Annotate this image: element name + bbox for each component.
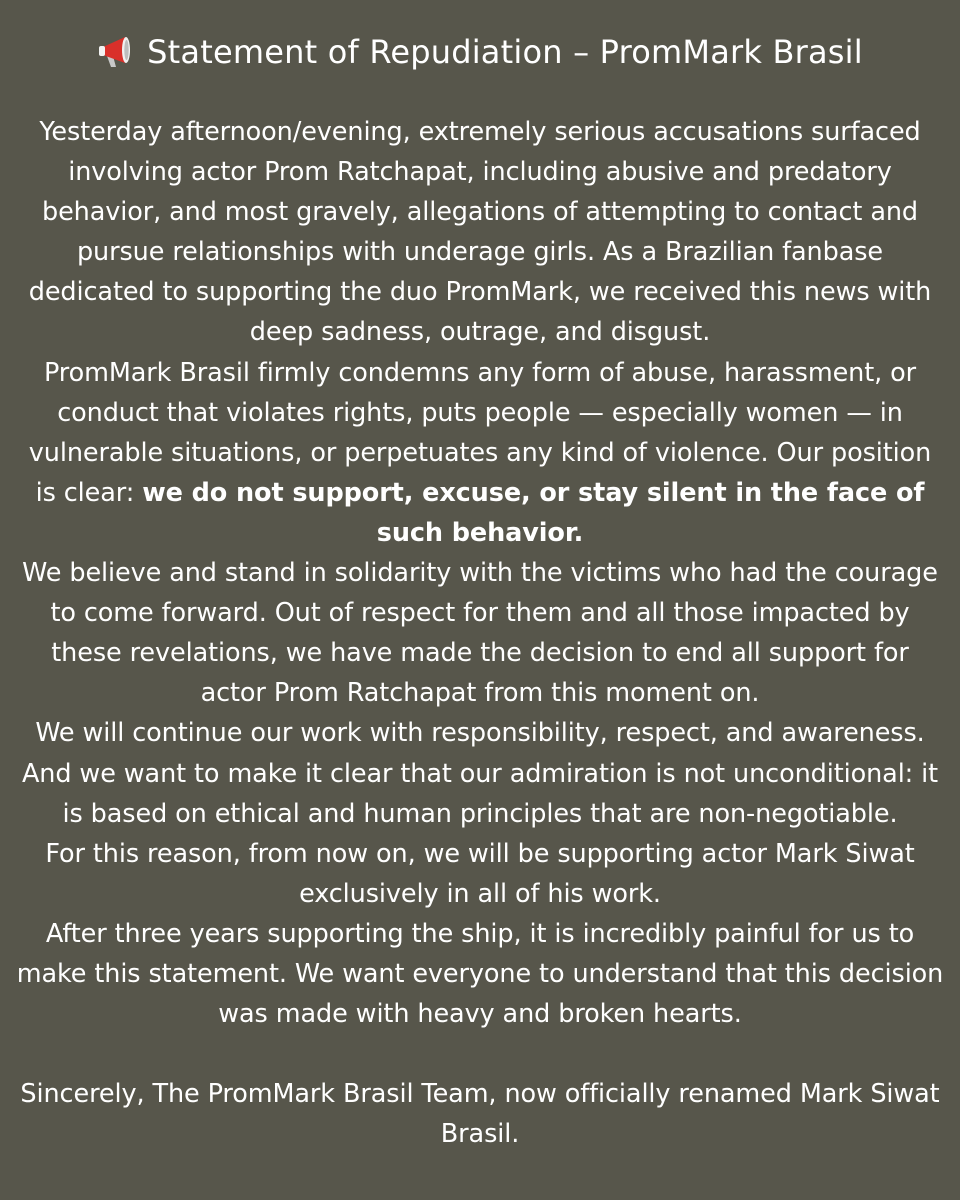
signature: Sincerely, The PromMark Brasil Team, now officially renamed Mark Siwat Brasil. — [20, 1079, 940, 1150]
condemnation-text: PromMark Brasil firmly condemns any form of abuse, harassment, or conduct that violates rights, puts people — especially women — in vulnerable situations, or perpetuates any kind of violence. Our position is clear: — [28, 357, 932, 508]
paragraph-spacer — [10, 1034, 950, 1074]
paragraph-principles: We will continue our work with responsibility, respect, and awareness. And we want to make it clear that our admiration is not unconditional: it is based on ethical and human principles that are non-negotiable. — [21, 718, 939, 829]
condemnation-emphasis: we do not support, excuse, or stay silent in the face of such behavior. — [142, 477, 925, 548]
title-text: Statement of Repudiation – PromMark Brasil — [147, 33, 863, 71]
paragraph-mark-support: For this reason, from now on, we will be supporting actor Mark Siwat exclusively in all of his work. — [45, 838, 915, 909]
statement-body — [10, 112, 950, 1154]
paragraph-accusations: Yesterday afternoon/evening, extremely serious accusations surfaced involving actor Prom Ratchapat, including abusive and predatory behavior, and most gravely, allegations of attempting to contact and pursue relationships with underage girls. As a Brazilian fanbase dedicated to supporting the duo PromMark, we received this news with deep sadness, outrage, and disgust. — [28, 117, 932, 348]
paragraph-farewell: After three years supporting the ship, it is incredibly painful for us to make this statement. We want everyone to understand that this decision was made with heavy and broken hearts. — [16, 918, 944, 1030]
page-title — [10, 28, 950, 76]
megaphone-icon — [97, 34, 137, 70]
paragraph-solidarity: We believe and stand in solidarity with the victims who had the courage to come forward. Out of respect for them and all those impacted by these revelations, we have made the decision to end all support for actor Prom Ratchapat from this moment on. — [22, 558, 938, 709]
paragraph-condemnation — [10, 353, 950, 553]
